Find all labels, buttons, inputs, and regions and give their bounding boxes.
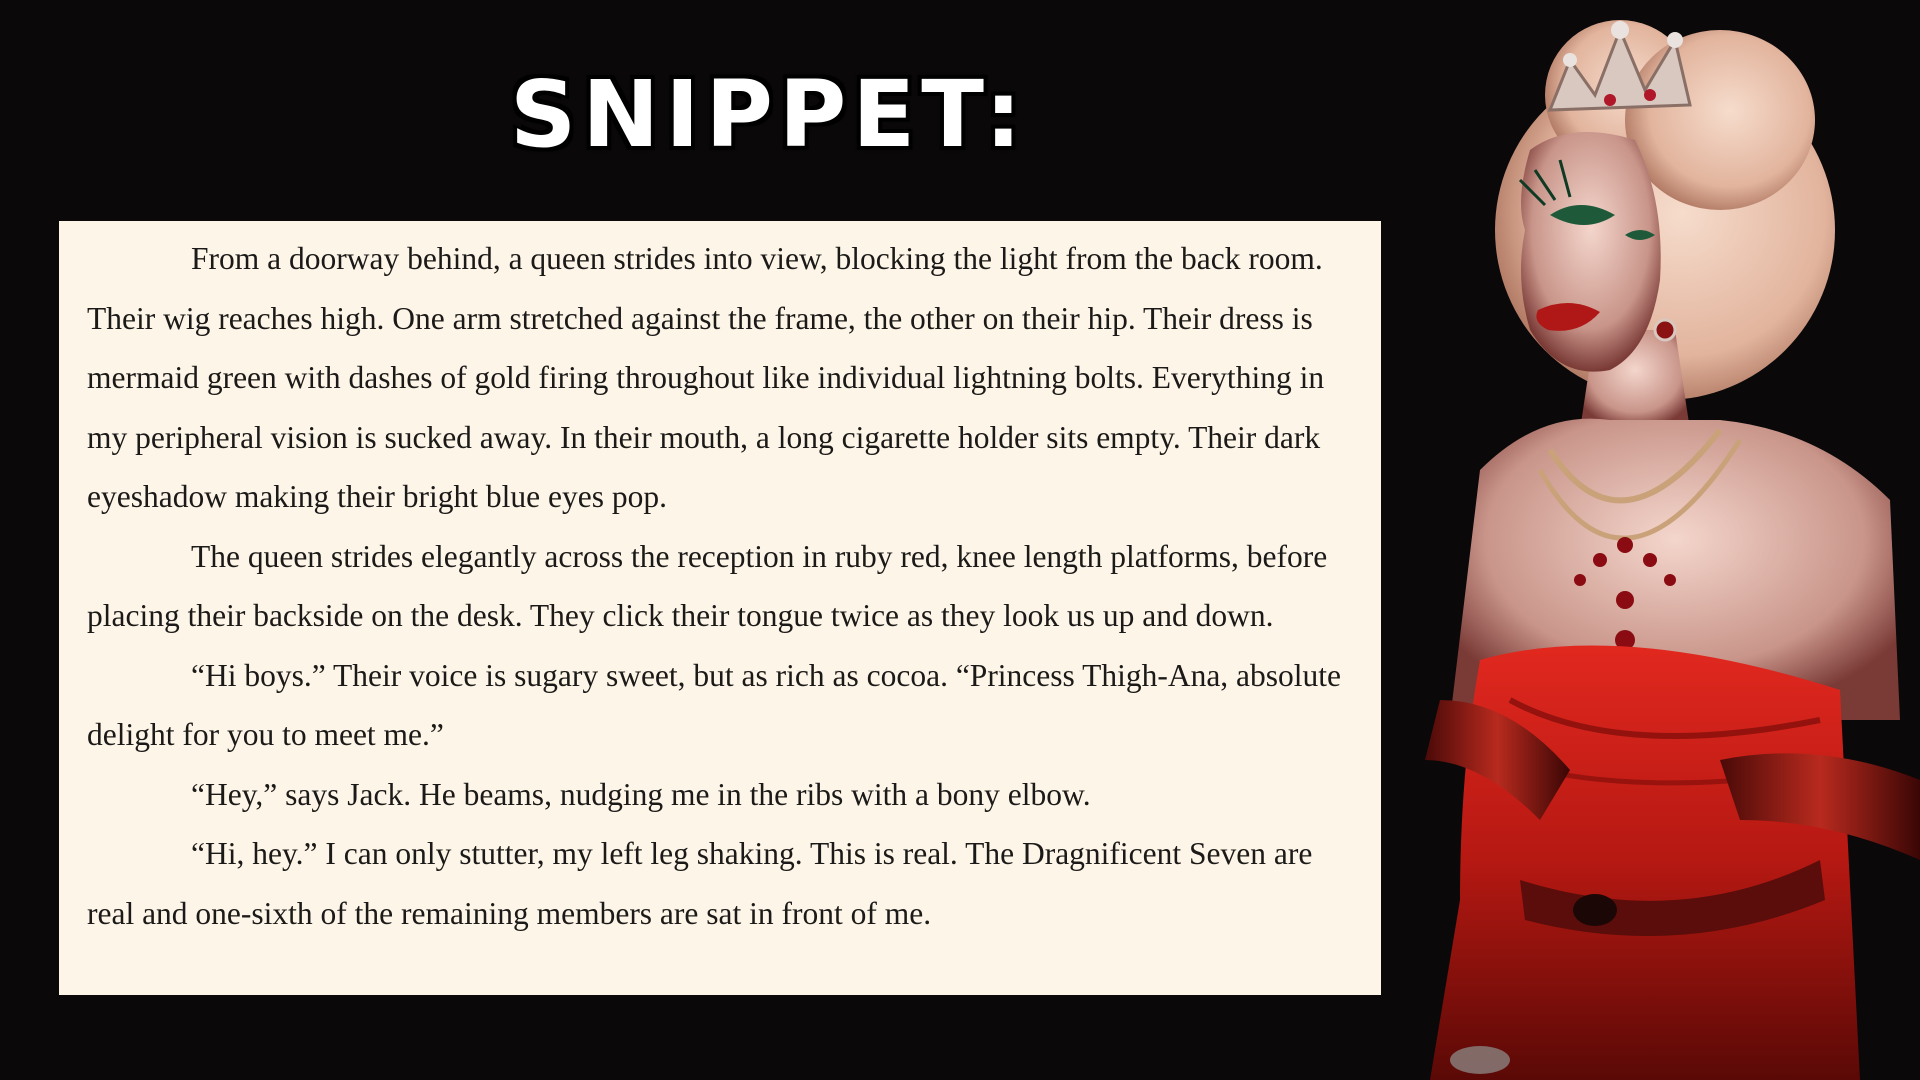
red-dress (1430, 645, 1860, 1080)
snippet-text-panel (59, 221, 1381, 995)
snippet-heading: SNIPPET: (510, 61, 1028, 168)
story-paragraph-4: “Hey,” says Jack. He beams, nudging me in the ribs with a bony elbow. (191, 776, 1091, 812)
story-paragraph-3: “Hi boys.” Their voice is sugary sweet, but as rich as cocoa. “Princess Thigh-Ana, absolute delight for you to meet me.” (87, 657, 1342, 752)
story-paragraph-2: The queen strides elegantly across the reception in ruby red, knee length platforms, before placing their backside on the desk. They click their tongue twice as they look us up and down. (87, 538, 1328, 633)
tiara-icon (1550, 21, 1690, 110)
story-paragraph-1: From a doorway behind, a queen strides into view, blocking the light from the back room. Their wig reaches high. One arm stretched against the frame, the other on their hip. Their dress is mermaid green with dashes of gold firing throughout like individual lightning bolts. Everything in my peripheral vision is sucked away. In their mouth, a long cigarette holder sits empty. Their dark eyeshadow making their bright blue eyes pop. (87, 241, 1325, 514)
drag-queen-photo (1420, 0, 1920, 1080)
story-paragraph-5: “Hi, hey.” I can only stutter, my left leg shaking. This is real. The Dragnificent Seven are real and one-sixth of the remaining members are sat in front of me. (87, 836, 1313, 931)
